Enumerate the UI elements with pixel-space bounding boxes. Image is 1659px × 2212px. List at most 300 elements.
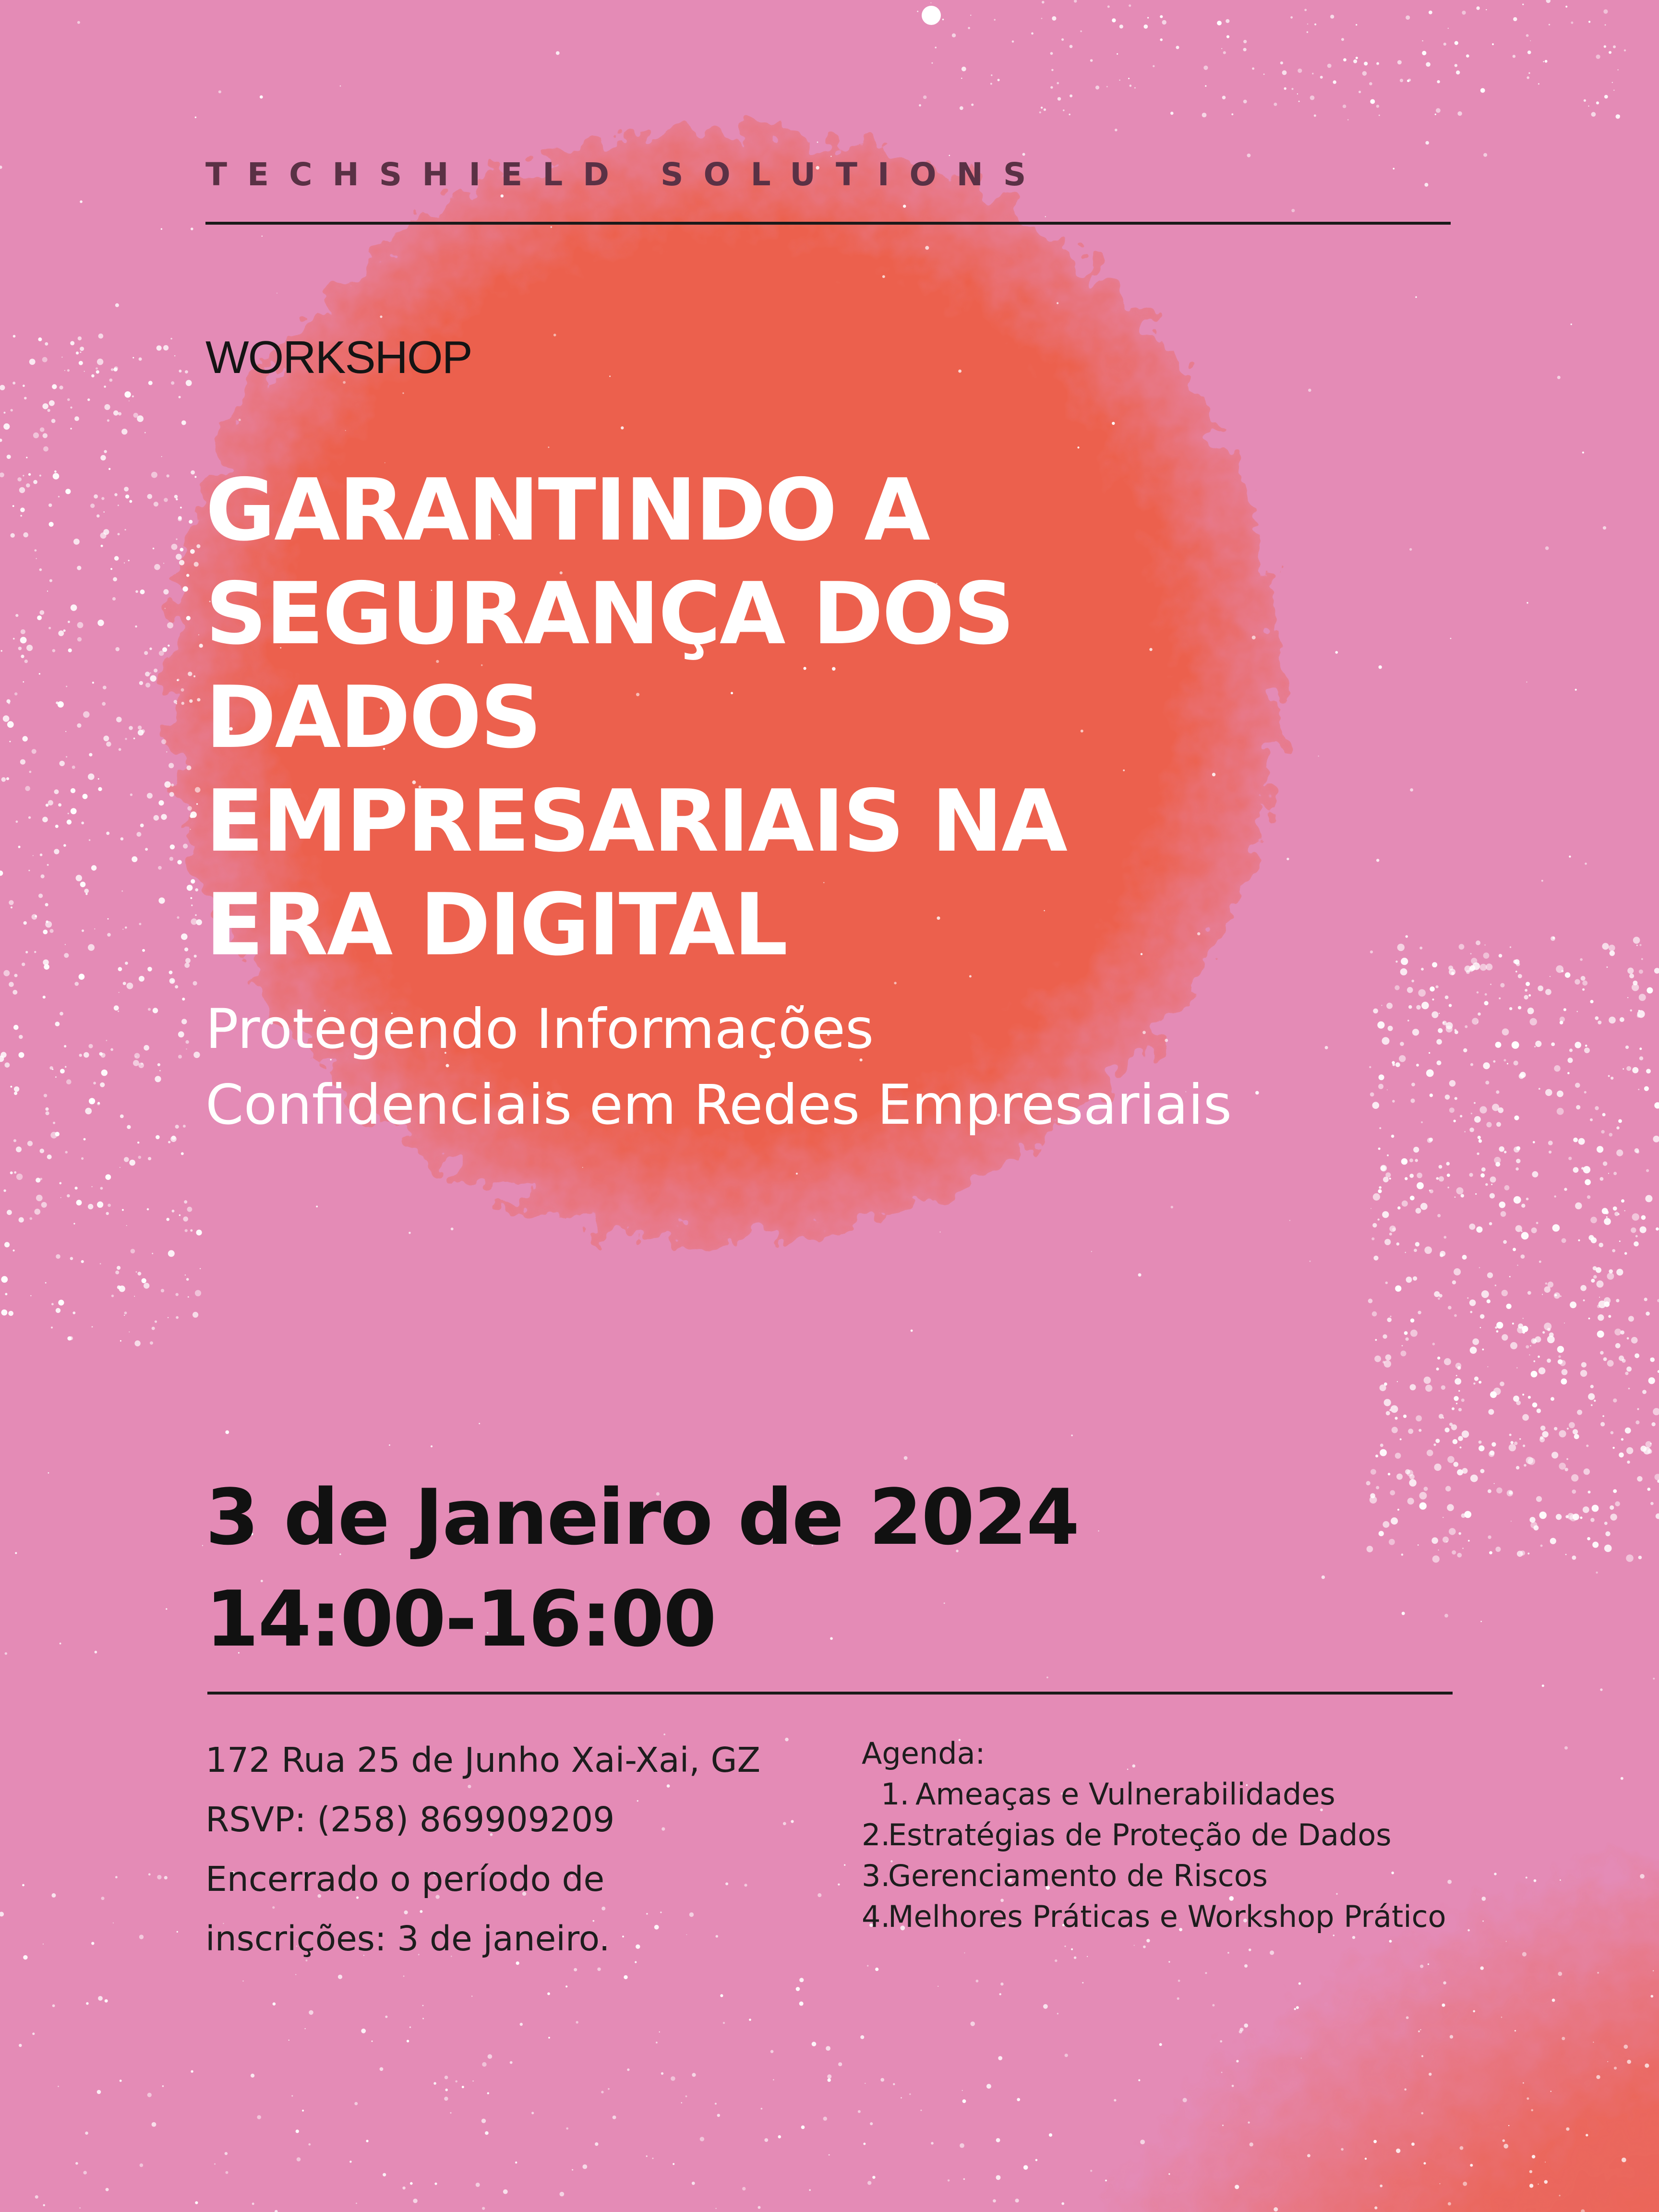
speckle-dot — [134, 1053, 140, 1059]
speckle-dot — [1595, 1106, 1599, 1110]
speckle-dot — [1521, 1230, 1523, 1232]
speckle-dot — [476, 2183, 480, 2187]
speckle-dot — [80, 351, 81, 353]
speckle-dot — [1523, 1444, 1525, 1447]
speckle-dot — [43, 996, 46, 998]
speckle-dot — [127, 983, 133, 989]
speckle-dot — [1557, 1091, 1563, 1097]
speckle-dot — [1581, 1362, 1587, 1368]
speckle-dot — [1586, 1444, 1588, 1447]
speckle-dot — [1527, 1552, 1529, 1554]
speckle-dot — [1401, 1158, 1407, 1165]
speckle-dot — [176, 539, 177, 540]
speckle-dot — [190, 829, 191, 830]
speckle-dot — [79, 2207, 81, 2209]
speckle-dot — [88, 944, 95, 951]
speckle-dot — [1511, 1441, 1514, 1444]
speckle-dot — [1470, 2164, 1473, 2167]
speckle-dot — [1646, 1169, 1649, 1172]
speckle-dot — [20, 507, 25, 512]
speckle-dot — [1578, 1138, 1585, 1145]
speckle-dot — [194, 562, 199, 566]
speckle-dot — [179, 396, 181, 398]
speckle-dot — [115, 1271, 119, 1274]
speckle-dot — [1565, 1515, 1569, 1518]
speckle-dot — [1625, 1371, 1628, 1375]
speckle-dot — [462, 2086, 464, 2088]
speckle-dot — [80, 347, 84, 351]
speckle-dot — [1566, 2128, 1569, 2131]
speckle-dot — [1391, 1405, 1398, 1413]
speckle-dot — [1422, 40, 1423, 42]
speckle-dot — [1585, 1045, 1587, 1047]
speckle-dot — [1611, 1431, 1614, 1434]
speckle-dot — [112, 597, 116, 601]
speckle-dot — [114, 493, 117, 496]
speckle-dot — [53, 1122, 55, 1124]
speckle-dot — [893, 2083, 895, 2085]
speckle-dot — [1615, 1343, 1621, 1348]
speckle-dot — [1619, 1453, 1624, 1458]
speckle-dot — [1452, 1280, 1456, 1284]
speckle-dot — [1409, 548, 1412, 551]
speckle-dot — [935, 47, 937, 48]
speckle-dot — [188, 672, 192, 676]
speckle-dot — [1557, 1108, 1564, 1115]
speckle-dot — [54, 849, 59, 854]
speckle-dot — [1459, 1446, 1461, 1448]
speckle-dot — [1596, 1572, 1598, 1574]
speckle-dot — [402, 392, 404, 394]
speckle-dot — [1514, 1196, 1521, 1204]
speckle-dot — [178, 1031, 184, 1037]
speckle-dot — [996, 2175, 1001, 2180]
speckle-dot — [1467, 1929, 1470, 1932]
speckle-dot — [809, 2189, 811, 2191]
speckle-dot — [1389, 1178, 1391, 1179]
speckle-dot — [193, 675, 195, 677]
speckle-dot — [1510, 946, 1511, 948]
speckle-dot — [1095, 85, 1099, 89]
speckle-dot — [171, 1136, 176, 1140]
speckle-dot — [1307, 24, 1309, 25]
speckle-dot — [124, 1157, 129, 1162]
speckle-dot — [150, 673, 151, 674]
speckle-dot — [1536, 1222, 1539, 1224]
speckle-dot — [184, 948, 188, 951]
speckle-dot — [49, 400, 55, 406]
speckle-dot — [0, 385, 5, 390]
event-time: 14:00-16:00 — [205, 1574, 716, 1664]
speckle-dot — [67, 369, 70, 372]
speckle-dot — [4, 1242, 10, 1247]
speckle-dot — [84, 889, 89, 893]
speckle-dot — [1590, 1118, 1593, 1121]
speckle-dot — [1341, 38, 1344, 41]
speckle-dot — [79, 361, 83, 365]
speckle-dot — [1584, 1468, 1590, 1475]
speckle-dot — [609, 375, 611, 377]
speckle-dot — [1436, 1177, 1439, 1180]
speckle-dot — [1447, 1504, 1454, 1511]
speckle-dot — [901, 2097, 902, 2099]
speckle-dot — [32, 749, 36, 754]
speckle-dot — [1479, 1381, 1481, 1383]
speckle-dot — [1042, 1, 1045, 4]
speckle-dot — [1410, 788, 1413, 792]
speckle-dot — [1480, 1469, 1484, 1473]
speckle-dot — [98, 1996, 103, 2001]
speckle-dot — [1443, 1236, 1446, 1239]
speckle-dot — [1231, 113, 1233, 115]
speckle-dot — [65, 489, 71, 494]
speckle-dot — [58, 803, 61, 806]
speckle-dot — [161, 739, 166, 744]
speckle-dot — [1603, 9, 1608, 13]
speckle-dot — [1586, 2134, 1588, 2136]
speckle-dot — [24, 397, 27, 400]
speckle-dot — [119, 992, 120, 993]
speckle-dot — [608, 2088, 610, 2090]
speckle-dot — [11, 906, 12, 908]
speckle-dot — [1448, 28, 1449, 29]
speckle-dot — [715, 2103, 717, 2104]
speckle-dot — [1443, 1537, 1449, 1543]
speckle-dot — [145, 848, 148, 851]
speckle-dot — [137, 415, 144, 422]
speckle-dot — [129, 1160, 135, 1166]
speckle-dot — [1286, 858, 1289, 860]
speckle-dot — [1605, 24, 1606, 26]
speckle-dot — [1385, 1282, 1388, 1284]
speckle-dot — [1308, 389, 1311, 392]
speckle-dot — [685, 2095, 687, 2097]
speckle-dot — [1448, 1306, 1452, 1310]
speckle-dot — [155, 1321, 157, 1323]
speckle-dot — [71, 788, 75, 793]
speckle-dot — [181, 688, 184, 692]
speckle-dot — [1397, 944, 1405, 951]
speckle-dot — [22, 962, 25, 966]
speckle-dot — [1454, 1314, 1457, 1317]
speckle-dot — [1057, 82, 1059, 84]
speckle-dot — [1564, 1322, 1565, 1323]
speckle-dot — [1373, 1256, 1378, 1261]
speckle-dot — [1248, 2121, 1250, 2123]
speckle-dot — [1518, 1006, 1521, 1010]
speckle-dot — [77, 723, 81, 728]
speckle-dot — [42, 357, 48, 362]
speckle-dot — [1487, 1366, 1488, 1367]
speckle-dot — [1298, 1982, 1301, 1984]
speckle-dot — [1134, 87, 1136, 89]
speckle-dot — [723, 2022, 725, 2024]
speckle-dot — [193, 1052, 200, 1058]
speckle-dot — [113, 410, 119, 416]
speckle-dot — [39, 475, 41, 477]
speckle-dot — [1227, 1952, 1229, 1954]
speckle-dot — [1650, 1502, 1654, 1505]
speckle-dot — [162, 647, 167, 652]
speckle-dot — [976, 1980, 979, 1983]
speckle-dot — [1439, 1414, 1443, 1419]
speckle-dot — [1602, 1208, 1608, 1214]
speckle-dot — [1431, 1538, 1438, 1544]
speckle-dot — [1624, 1252, 1627, 1255]
speckle-dot — [185, 1229, 188, 1232]
speckle-dot — [186, 1278, 189, 1281]
speckle-dot — [1282, 71, 1287, 75]
speckle-dot — [485, 2131, 489, 2135]
speckle-dot — [190, 549, 195, 554]
speckle-dot — [71, 808, 77, 814]
speckle-dot — [1496, 1488, 1503, 1494]
speckle-dot — [1613, 1398, 1617, 1402]
speckle-dot — [1583, 1506, 1589, 1513]
speckle-dot — [1078, 446, 1080, 448]
speckle-dot — [1055, 1960, 1057, 1962]
speckle-dot — [102, 702, 106, 706]
speckle-dot — [1445, 1486, 1451, 1491]
speckle-dot — [187, 766, 192, 770]
speckle-dot — [40, 854, 43, 856]
speckle-dot — [1643, 1447, 1651, 1455]
speckle-dot — [84, 371, 85, 372]
speckle-dot — [1387, 1318, 1392, 1322]
speckle-dot — [41, 875, 45, 878]
speckle-dot — [190, 1229, 192, 1232]
speckle-dot — [24, 660, 28, 663]
speckle-dot — [58, 496, 60, 497]
speckle-dot — [1212, 2004, 1214, 2007]
speckle-dot — [1444, 1614, 1448, 1618]
speckle-dot — [1429, 11, 1432, 14]
speckle-dot — [1558, 1355, 1561, 1358]
speckle-dot — [171, 783, 174, 786]
speckle-dot — [1502, 1290, 1508, 1296]
speckle-dot — [1550, 1538, 1556, 1544]
speckle-dot — [1540, 1545, 1543, 1547]
speckle-dot — [120, 1115, 124, 1118]
speckle-dot — [1509, 1491, 1513, 1495]
speckle-dot — [1645, 1195, 1652, 1202]
speckle-dot — [661, 2072, 663, 2075]
speckle-dot — [1613, 1206, 1617, 1211]
speckle-dot — [1511, 1521, 1512, 1522]
speckle-dot — [147, 1208, 149, 1211]
speckle-dot — [1575, 1042, 1581, 1048]
speckle-dot — [1597, 1972, 1599, 1974]
speckle-dot — [1134, 1945, 1135, 1946]
speckle-dot — [65, 1151, 68, 1154]
speckle-dot — [129, 726, 133, 730]
speckle-dot — [991, 74, 992, 76]
speckle-dot — [94, 928, 95, 929]
speckle-dot — [1371, 1238, 1374, 1240]
speckle-dot — [1436, 1368, 1439, 1370]
speckle-dot — [1655, 1474, 1659, 1480]
speckle-dot — [1389, 1409, 1391, 1411]
speckle-dot — [43, 930, 48, 935]
speckle-dot — [152, 2122, 156, 2127]
speckle-dot — [1406, 15, 1410, 20]
speckle-dot — [1244, 2023, 1248, 2028]
speckle-dot — [1404, 2088, 1407, 2091]
speckle-dot — [971, 104, 974, 106]
speckle-dot — [51, 419, 56, 423]
speckle-dot — [960, 106, 963, 110]
speckle-dot — [161, 228, 162, 229]
speckle-dot — [1388, 1473, 1390, 1475]
speckle-dot — [385, 2016, 387, 2018]
speckle-dot — [1454, 1462, 1459, 1467]
speckle-dot — [42, 817, 48, 822]
speckle-dot — [1435, 114, 1436, 115]
speckle-dot — [1596, 2075, 1600, 2079]
speckle-dot — [100, 455, 106, 460]
speckle-dot — [1480, 88, 1485, 93]
speckle-dot — [1588, 1318, 1590, 1320]
speckle-dot — [105, 1999, 108, 2003]
speckle-dot — [799, 1978, 804, 1982]
speckle-dot — [0, 472, 4, 477]
speckle-dot — [178, 1055, 182, 1058]
speckle-dot — [1370, 1208, 1371, 1209]
speckle-dot — [1421, 968, 1424, 971]
speckle-dot — [1526, 1198, 1529, 1201]
speckle-dot — [51, 1303, 54, 1305]
speckle-dot — [923, 96, 927, 99]
speckle-dot — [77, 566, 81, 570]
speckle-dot — [167, 474, 169, 477]
speckle-dot — [125, 494, 129, 498]
speckle-dot — [1402, 1345, 1403, 1346]
speckle-dot — [1203, 66, 1208, 70]
speckle-dot — [1292, 88, 1294, 90]
speckle-dot — [1243, 100, 1247, 104]
speckle-dot — [1395, 1417, 1398, 1419]
speckle-dot — [911, 1330, 913, 1332]
speckle-dot — [1541, 880, 1543, 882]
speckle-dot — [1527, 76, 1529, 79]
speckle-dot — [183, 1216, 188, 1222]
speckle-dot — [1017, 2098, 1020, 2101]
speckle-dot — [45, 903, 48, 906]
speckle-dot — [49, 1066, 53, 1070]
speckle-dot — [148, 1157, 151, 1160]
speckle-dot — [1298, 69, 1302, 73]
speckle-dot — [1457, 1553, 1462, 1558]
speckle-dot — [1563, 1008, 1566, 1011]
speckle-dot — [1468, 1540, 1470, 1542]
speckle-dot — [1470, 1311, 1472, 1313]
speckle-dot — [1603, 1161, 1607, 1166]
speckle-dot — [1479, 1267, 1480, 1269]
speckle-dot — [71, 604, 77, 611]
speckle-dot — [1527, 50, 1531, 54]
speckle-dot — [717, 2114, 720, 2117]
speckle-dot — [1575, 1083, 1580, 1088]
speckle-dot — [1130, 84, 1132, 87]
speckle-dot — [44, 1094, 47, 1097]
speckle-dot — [1640, 1874, 1645, 1879]
speckle-dot — [1460, 2146, 1464, 2150]
speckle-dot — [1378, 1148, 1381, 1150]
speckle-dot — [1526, 982, 1530, 986]
speckle-dot — [184, 962, 190, 968]
speckle-dot — [3, 423, 10, 430]
speckle-dot — [450, 2112, 451, 2114]
speckle-dot — [1432, 1343, 1435, 1346]
speckle-dot — [1608, 1075, 1610, 1077]
speckle-dot — [1424, 183, 1428, 187]
speckle-dot — [172, 1210, 175, 1213]
speckle-dot — [1635, 1353, 1639, 1358]
speckle-dot — [297, 2157, 301, 2162]
speckle-dot — [1635, 1235, 1638, 1238]
speckle-dot — [16, 1146, 22, 1152]
speckle-dot — [838, 1884, 840, 1886]
speckle-dot — [1531, 2109, 1533, 2112]
speckle-dot — [1415, 296, 1417, 298]
speckle-dot — [1119, 24, 1123, 28]
speckle-dot — [1484, 944, 1485, 945]
speckle-dot — [191, 470, 195, 475]
speckle-dot — [59, 1182, 61, 1184]
speckle-dot — [1534, 1046, 1536, 1047]
speckle-dot — [105, 1174, 111, 1180]
speckle-dot — [225, 1431, 229, 1434]
speckle-dot — [176, 1293, 179, 1296]
speckle-dot — [156, 346, 162, 351]
speckle-dot — [1378, 1218, 1380, 1220]
speckle-dot — [1543, 61, 1544, 62]
speckle-dot — [135, 590, 138, 593]
speckle-dot — [930, 2, 931, 3]
speckle-dot — [1528, 1396, 1531, 1399]
speckle-dot — [940, 1232, 941, 1233]
speckle-dot — [1551, 1452, 1558, 1458]
speckle-dot — [1597, 1331, 1604, 1338]
speckle-dot — [1330, 15, 1334, 19]
speckle-dot — [828, 2079, 831, 2082]
speckle-dot — [1594, 1400, 1596, 1402]
speckle-dot — [125, 962, 128, 965]
speckle-dot — [139, 923, 141, 925]
speckle-dot — [165, 608, 166, 609]
speckle-dot — [120, 837, 124, 841]
speckle-dot — [40, 1149, 45, 1154]
speckle-dot — [1532, 2155, 1535, 2158]
speckle-dot — [80, 882, 86, 888]
speckle-dot — [870, 2122, 873, 2125]
speckle-dot — [1389, 1539, 1395, 1545]
speckle-dot — [1489, 1551, 1492, 1554]
speckle-dot — [0, 166, 2, 169]
speckle-dot — [148, 1873, 151, 1875]
speckle-dot — [1551, 1397, 1554, 1401]
speckle-dot — [145, 683, 150, 687]
speckle-dot — [1624, 1210, 1625, 1211]
speckle-dot — [181, 1152, 184, 1155]
speckle-dot — [1217, 21, 1222, 25]
speckle-dot — [169, 857, 173, 861]
speckle-dot — [1223, 51, 1226, 54]
speckle-dot — [1105, 2180, 1107, 2182]
speckle-dot — [1494, 1873, 1496, 1875]
speckle-dot — [180, 507, 182, 509]
speckle-dot — [38, 894, 43, 898]
